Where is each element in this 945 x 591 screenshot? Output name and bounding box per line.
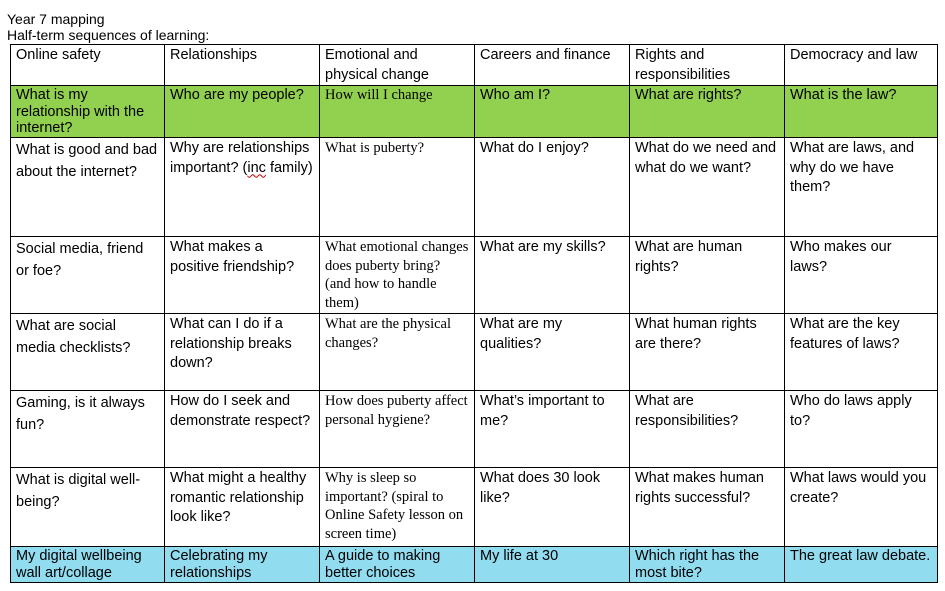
table-row	[11, 138, 938, 237]
table-cell: What are social media checklists?	[11, 314, 165, 391]
table-cell: What are my qualities?	[475, 314, 630, 391]
table-cell: Celebrating my relationships	[165, 547, 320, 583]
header-relationships: Relationships	[165, 45, 320, 86]
table-header-row	[11, 45, 938, 86]
table-cell: How does puberty affect personal hygiene?	[320, 391, 475, 468]
table-cell: What are my skills?	[475, 237, 630, 314]
table-row-outcomes	[11, 547, 938, 583]
table-cell: What are human rights?	[630, 237, 785, 314]
table-row	[11, 391, 938, 468]
table-cell: What’s important to me?	[475, 391, 630, 468]
table-cell: What laws would you create?	[785, 468, 938, 547]
table-cell: What might a healthy romantic relationship look like?	[165, 468, 320, 547]
table-cell: My life at 30	[475, 547, 630, 583]
table-cell: A guide to making better choices	[320, 547, 475, 583]
table-cell: What human rights are there?	[630, 314, 785, 391]
header-online-safety: Online safety	[11, 45, 165, 86]
table-cell: What are responsibilities?	[630, 391, 785, 468]
table-cell: Who am I?	[475, 86, 630, 138]
table-cell: What are the physical changes?	[320, 314, 475, 391]
table-cell: What is good and bad about the internet?	[11, 138, 165, 237]
table-cell: What is the law?	[785, 86, 938, 138]
table-cell: What makes a positive friendship?	[165, 237, 320, 314]
table-cell: What can I do if a relationship breaks down?	[165, 314, 320, 391]
cell-text: Why are relationships important? (	[170, 140, 310, 176]
header-careers-finance: Careers and finance	[475, 45, 630, 86]
document-subtitle: Half-term sequences of learning:	[7, 27, 210, 43]
table-cell: What are the key features of laws?	[785, 314, 938, 391]
table-cell: Who do laws apply to?	[785, 391, 938, 468]
table-cell: Social media, friend or foe?	[11, 237, 165, 314]
header-democracy-law: Democracy and law	[785, 45, 938, 86]
table-row	[11, 468, 938, 547]
table-cell: How will I change	[320, 86, 475, 138]
table-row	[11, 314, 938, 391]
table-cell: What are laws, and why do we have them?	[785, 138, 938, 237]
table-cell: What are rights?	[630, 86, 785, 138]
table-cell: What do I enjoy?	[475, 138, 630, 237]
table-cell: What does 30 look like?	[475, 468, 630, 547]
table-row	[11, 237, 938, 314]
table-cell: What do we need and what do we want?	[630, 138, 785, 237]
table-cell: What is digital well-being?	[11, 468, 165, 547]
table-cell: My digital wellbeing wall art/collage	[11, 547, 165, 583]
table-cell: The great law debate.	[785, 547, 938, 583]
table-cell: What is my relationship with the internet?	[11, 86, 165, 138]
table-row-big-questions	[11, 86, 938, 138]
table-cell: How do I seek and demonstrate respect?	[165, 391, 320, 468]
document-title: Year 7 mapping	[7, 11, 105, 27]
header-rights-responsibilities: Rights and responsibilities	[630, 45, 785, 86]
spellcheck-word: inc	[247, 159, 266, 176]
cell-text: family)	[265, 159, 313, 176]
table-cell: What makes human rights successful?	[630, 468, 785, 547]
table-cell: Why is sleep so important? (spiral to Online Safety lesson on screen time)	[320, 468, 475, 547]
header-emotional-physical-change: Emotional and physical change	[320, 45, 475, 86]
table-cell: What emotional changes does puberty bring? (and how to handle them)	[320, 237, 475, 314]
mapping-table	[10, 44, 938, 583]
table-cell: Gaming, is it always fun?	[11, 391, 165, 468]
table-cell	[165, 138, 320, 237]
table-cell: Who makes our laws?	[785, 237, 938, 314]
table-cell: Which right has the most bite?	[630, 547, 785, 583]
table-cell: Who are my people?	[165, 86, 320, 138]
table-cell: What is puberty?	[320, 138, 475, 237]
